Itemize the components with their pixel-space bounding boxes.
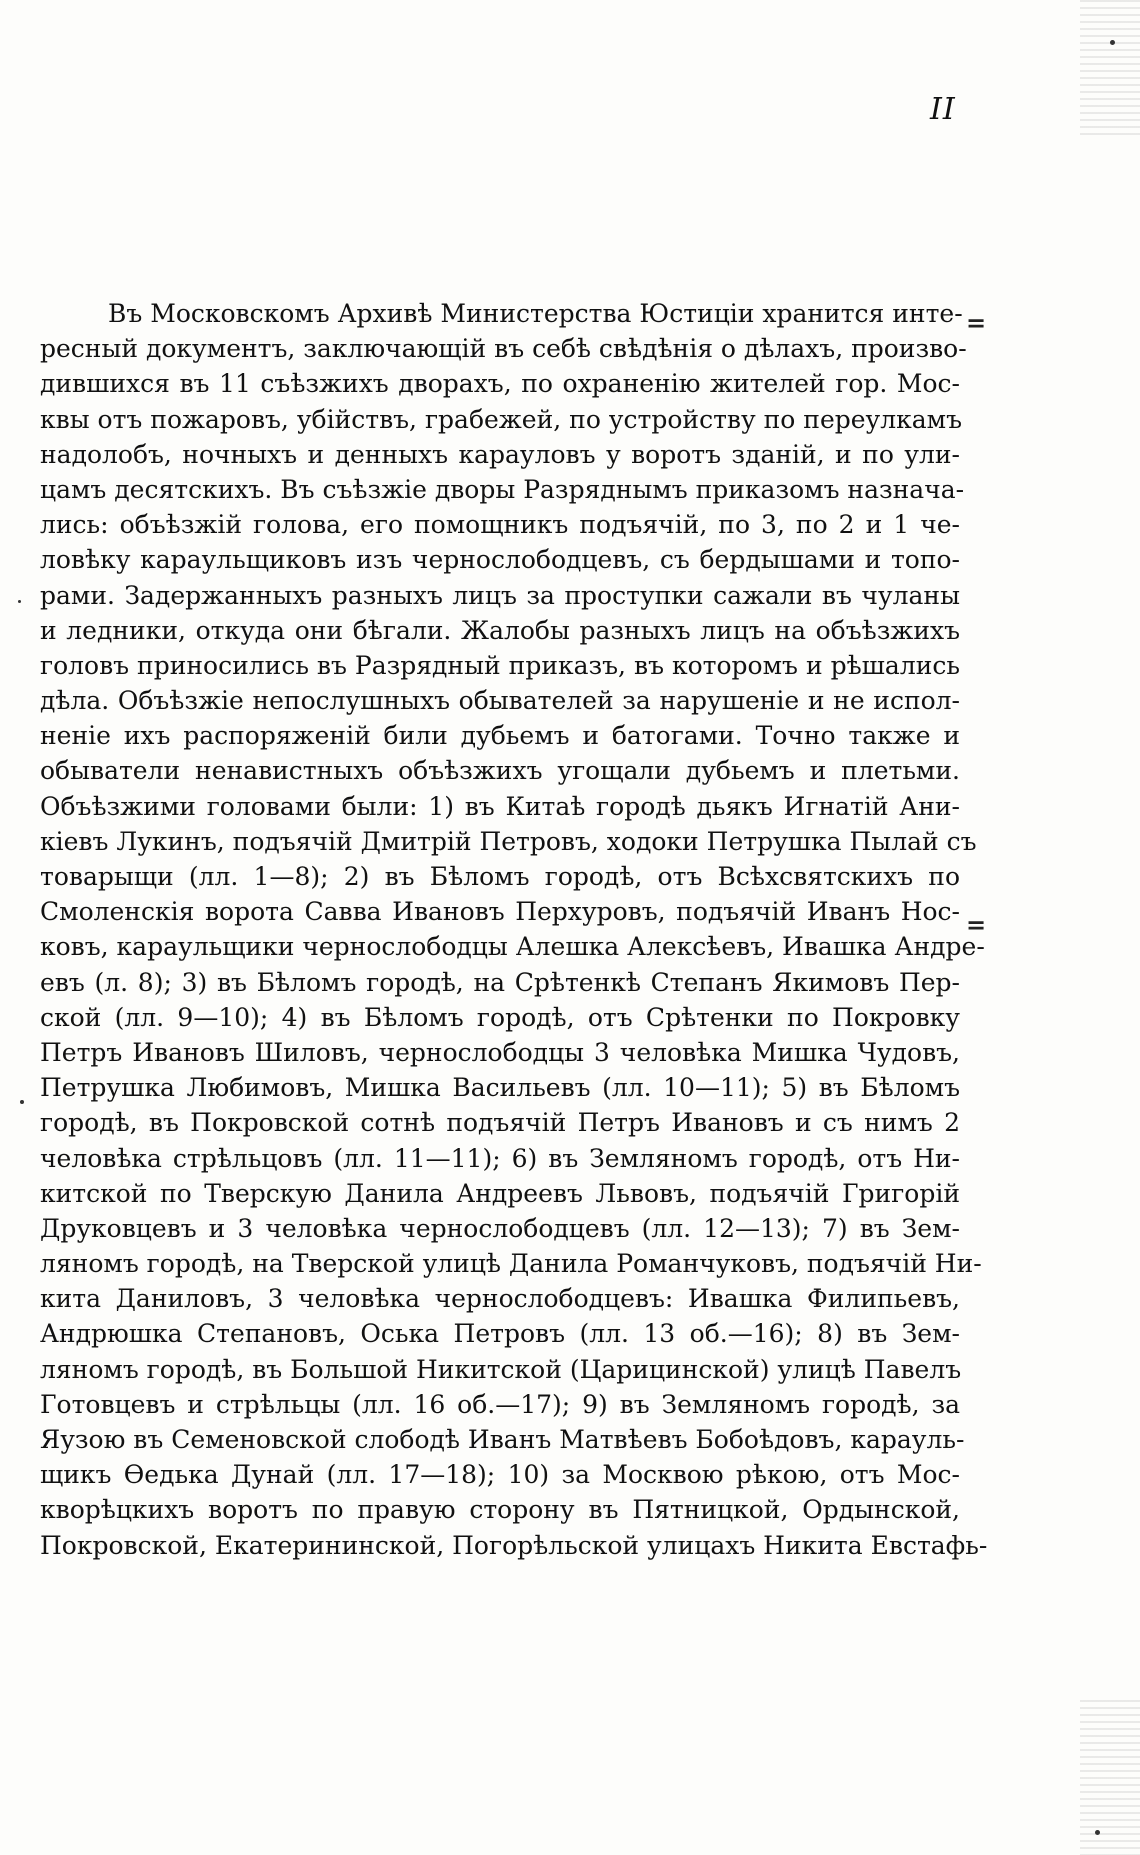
text-line: рами. Задержанныхъ разныхъ лицъ за проступки сажали въ чуланы xyxy=(40,580,960,610)
text-line: китской по Тверскую Данила Андреевъ Львовъ, подъячій Григорій xyxy=(40,1178,960,1208)
text-line: Смоленскія ворота Савва Ивановъ Перхуровъ, подъячій Иванъ Нос- xyxy=(40,897,960,927)
text-line: неніе ихъ распоряженій били дубьемъ и батогами. Точно также и xyxy=(40,721,960,751)
text-line: Друковцевъ и 3 человѣка чернослободцевъ (лл. 12—13); 7) въ Зем- xyxy=(40,1213,960,1243)
text-line: городѣ, въ Покровской сотнѣ подъячій Петръ Ивановъ и съ нимъ 2 xyxy=(40,1108,960,1138)
text-line: кита Даниловъ, 3 человѣка чернослободцевъ: Ивашка Филипьевъ, xyxy=(40,1284,960,1314)
text-line: кворѣцкихъ воротъ по правую сторону въ Пятницкой, Ордынской, xyxy=(40,1495,960,1525)
text-line: ловѣку караульщиковъ изъ чернослободцевъ, съ бердышами и топо- xyxy=(40,545,960,575)
text-line: головъ приносились въ Разрядный приказъ, въ которомъ и рѣшались xyxy=(40,650,960,680)
page-number: II xyxy=(930,92,956,127)
text-line: дившихся въ 11 съѣзжихъ дворахъ, по охраненію жителей гор. Мос- xyxy=(40,369,960,399)
text-line: кіевъ Лукинъ, подъячій Дмитрій Петровъ, ходоки Петрушка Пылай съ xyxy=(40,826,977,856)
text-line: дѣла. Объѣзжіе непослушныхъ обывателей за нарушеніе и не испол- xyxy=(40,686,960,716)
text-line: Объѣзжими головами были: 1) въ Китаѣ городѣ дьякъ Игнатій Ани- xyxy=(40,791,960,821)
text-line: человѣка стрѣльцовъ (лл. 11—11); 6) въ Земляномъ городѣ, отъ Ни- xyxy=(40,1143,960,1173)
text-line: щикъ Ѳедька Дунай (лл. 17—18); 10) за Москвою рѣкою, отъ Мос- xyxy=(40,1460,960,1490)
text-line: и ледники, откуда они бѣгали. Жалобы разныхъ лицъ на объѣзжихъ xyxy=(40,615,960,645)
text-line: Покровской, Екатерининской, Погорѣльской улицахъ Никита Евстафь- xyxy=(40,1530,988,1560)
scan-edge-noise xyxy=(1080,1700,1140,1855)
text-line: Андрюшка Степановъ, Оська Петровъ (лл. 13 об.—16); 8) въ Зем- xyxy=(40,1319,960,1349)
text-line: Яузою въ Семеновской слободѣ Иванъ Матвѣевъ Бобоѣдовъ, карауль- xyxy=(40,1425,965,1454)
text-line: Готовцевъ и стрѣльцы (лл. 16 об.—17); 9) въ Земляномъ городѣ, за xyxy=(40,1389,960,1419)
text-line: ляномъ городѣ, на Тверской улицѣ Данила Романчуковъ, подъячій Ни- xyxy=(40,1249,982,1279)
scan-edge-noise xyxy=(1080,0,1140,140)
text-line: товарыщи (лл. 1—8); 2) въ Бѣломъ городѣ, отъ Всѣхсвятскихъ по xyxy=(40,862,960,891)
text-line: квы отъ пожаровъ, убійствъ, грабежей, по устройству по переулкамъ xyxy=(40,404,963,434)
text-line: Петрушка Любимовъ, Мишка Васильевъ (лл. 10—11); 5) въ Бѣломъ xyxy=(40,1073,960,1103)
text-line: Въ Московскомъ Архивѣ Министерства Юстиціи хранится инте- xyxy=(108,299,963,328)
text-line: ской (лл. 9—10); 4) въ Бѣломъ городѣ, отъ Срѣтенки по Покровку xyxy=(40,1002,960,1032)
text-line: Петръ Ивановъ Шиловъ, чернослободцы 3 человѣка Мишка Чудовъ, xyxy=(40,1037,960,1067)
ink-speck xyxy=(18,600,21,603)
text-line: ковъ, караульщики чернослободцы Алешка Алексѣевъ, Ивашка Андре- xyxy=(40,932,985,962)
text-line: цамъ десятскихъ. Въ съѣзжіе дворы Разряднымъ приказомъ назнача- xyxy=(40,474,965,504)
text-line: надолобъ, ночныхъ и денныхъ карауловъ у воротъ зданій, и по ули- xyxy=(40,439,960,469)
text-line: ресный документъ, заключающій въ себѣ свѣдѣнія о дѣлахъ, произво- xyxy=(40,334,967,364)
ink-speck xyxy=(20,1100,24,1104)
margin-mark: = xyxy=(966,910,987,939)
body-paragraph xyxy=(40,296,988,1563)
margin-mark: = xyxy=(966,308,987,337)
text-line: обыватели ненавистныхъ объѣзжихъ угощали дубьемъ и плетьми. xyxy=(40,756,960,786)
text-line: лись: объѣзжій голова, его помощникъ подъячій, по 3, по 2 и 1 че- xyxy=(40,510,960,540)
text-line: ляномъ городѣ, въ Большой Никитской (Царицинской) улицѣ Павелъ xyxy=(40,1354,962,1384)
text-line: евъ (л. 8); 3) въ Бѣломъ городѣ, на Срѣтенкѣ Степанъ Якимовъ Пер- xyxy=(40,967,960,997)
